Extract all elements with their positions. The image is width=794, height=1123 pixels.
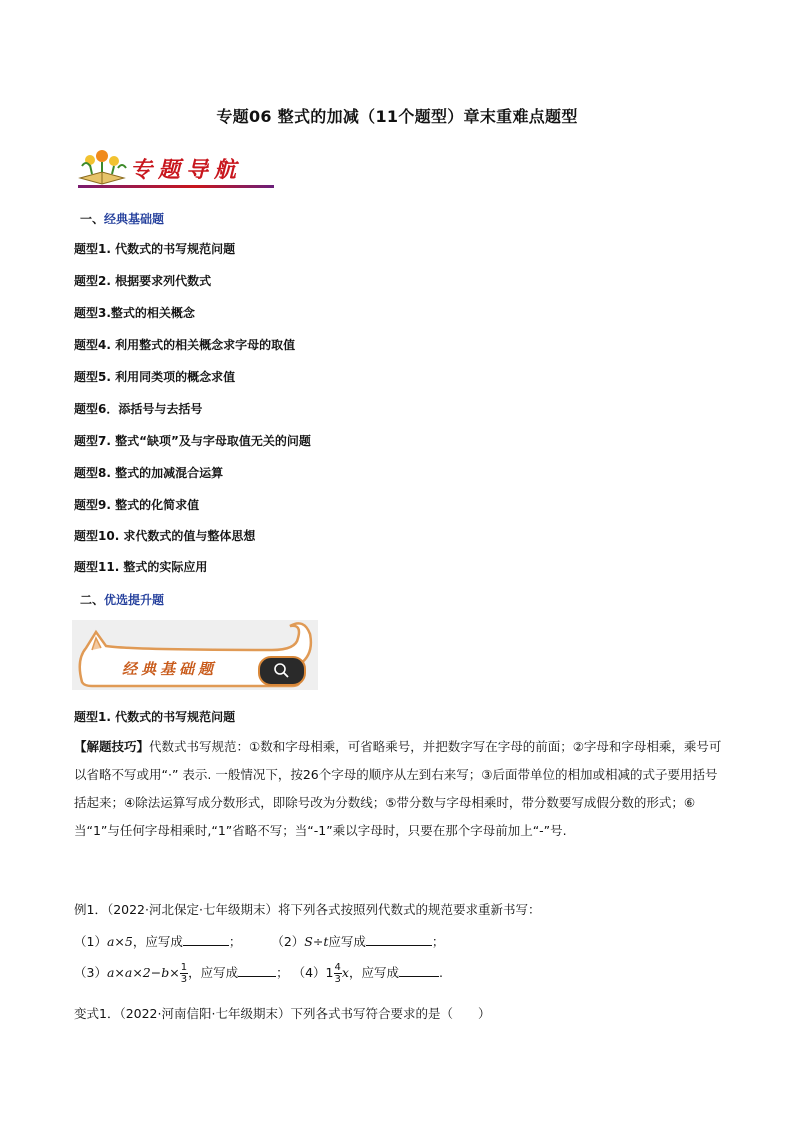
example-1-prompt: 例1．（2022·河北保定·七年级期末）将下列各式按照列代数式的规范要求重新书写： <box>74 902 541 917</box>
q1-answer-blank[interactable] <box>183 931 229 946</box>
q3-answer-blank[interactable] <box>238 962 276 977</box>
topic-item: 题型9. 整式的化简求值 <box>74 498 200 512</box>
section-heading-advanced <box>80 591 164 608</box>
q3-label: （3） <box>74 965 107 980</box>
banner-label: 专题导航 <box>130 157 243 183</box>
q3-fraction-denominator: 3 <box>180 974 188 985</box>
topic-item: 题型3.整式的相关概念 <box>74 306 195 320</box>
topic-navigation-banner <box>74 148 274 190</box>
solution-tips <box>74 733 724 845</box>
q4-fraction-numerator: 4 <box>334 962 341 973</box>
topic-item: 题型8. 整式的加减混合运算 <box>74 466 224 480</box>
topic-item: 题型6．添括号与去括号 <box>74 402 203 416</box>
question-type-heading: 题型1. 代数式的书写规范问题 <box>74 710 236 724</box>
topic-item: 题型2. 根据要求列代数式 <box>74 274 212 288</box>
q2-answer-blank[interactable] <box>366 931 432 946</box>
q4-answer-blank[interactable] <box>399 962 439 977</box>
tips-text: 代数式书写规范：①数和字母相乘，可省略乘号，并把数字写在字母的前面；②字母和字母相乘，乘号可以省略不写或用“·” 表示. 一般情况下，按26个字母的顺序从左到右来写；③后面带单位的相加或相减的式子要用括号括起来；④除法运算写成分数形式，即除号改为分数线；⑤带分数与字母相乘时，带分数要写成假分数的形式；⑥当“1”与任何字母相乘时,“1”省略不写；当“-1”乘以字母时，只要在那个字母前加上“-”号. <box>74 739 722 838</box>
search-icon <box>260 658 304 684</box>
example-1-row-2: （3）a×a×2−b× $\frac{1}{3}$ ，应写成 ； （4）1 $\frac{4}{3}$ x，应写成 . <box>74 962 443 985</box>
q1-label: （1） <box>74 934 107 949</box>
search-button[interactable] <box>258 656 306 686</box>
q4-variable: x <box>341 965 349 980</box>
q4-fraction-denominator: 3 <box>334 974 341 985</box>
topic-item: 题型5. 利用同类项的概念求值 <box>74 370 236 384</box>
q3-fraction-numerator: 1 <box>180 962 188 973</box>
basic-questions-card <box>72 620 318 690</box>
tips-tag: 【解题技巧】 <box>74 739 150 754</box>
q4-whole-number: 1 <box>325 965 334 980</box>
q3-fraction <box>180 962 188 985</box>
q1-suffix: ，应写成 <box>132 934 183 949</box>
topic-item: 题型10. 求代数式的值与整体思想 <box>74 529 256 543</box>
q3-suffix: ，应写成 <box>188 965 239 980</box>
section-label: 经典基础题 <box>104 212 165 226</box>
q4-suffix: ，应写成 <box>348 965 399 980</box>
q3-expression: a×a×2−b× <box>106 965 180 980</box>
section-label: 优选提升题 <box>104 593 165 607</box>
topic-item: 题型4. 利用整式的相关概念求字母的取值 <box>74 338 296 352</box>
banner-underline <box>78 185 274 188</box>
q1-expression: a×5 <box>106 934 133 949</box>
topic-item: 题型1. 代数式的书写规范问题 <box>74 242 236 256</box>
example-1-row-1: （1）a×5，应写成 ； （2）S÷t应写成 ； <box>74 931 444 950</box>
q4-label: （4） <box>292 965 326 980</box>
q2-label: （2） <box>271 934 305 949</box>
card-label: 经典基础题 <box>122 660 218 678</box>
q2-expression: S÷t <box>304 934 329 949</box>
q4-fraction <box>334 962 342 985</box>
section-number: 二、 <box>80 593 105 607</box>
page-title: 专题06 整式的加减（11个题型）章末重难点题型 <box>216 107 578 126</box>
q2-suffix: 应写成 <box>328 934 366 949</box>
section-number: 一、 <box>80 212 105 226</box>
book-flower-icon <box>74 148 130 186</box>
section-heading-basic <box>80 210 164 227</box>
variant-1-prompt: 变式1．（2022·河南信阳·七年级期末）下列各式书写符合要求的是（ ） <box>74 1006 491 1021</box>
topic-item: 题型7. 整式“缺项”及与字母取值无关的问题 <box>74 434 311 448</box>
topic-item: 题型11. 整式的实际应用 <box>74 560 208 574</box>
